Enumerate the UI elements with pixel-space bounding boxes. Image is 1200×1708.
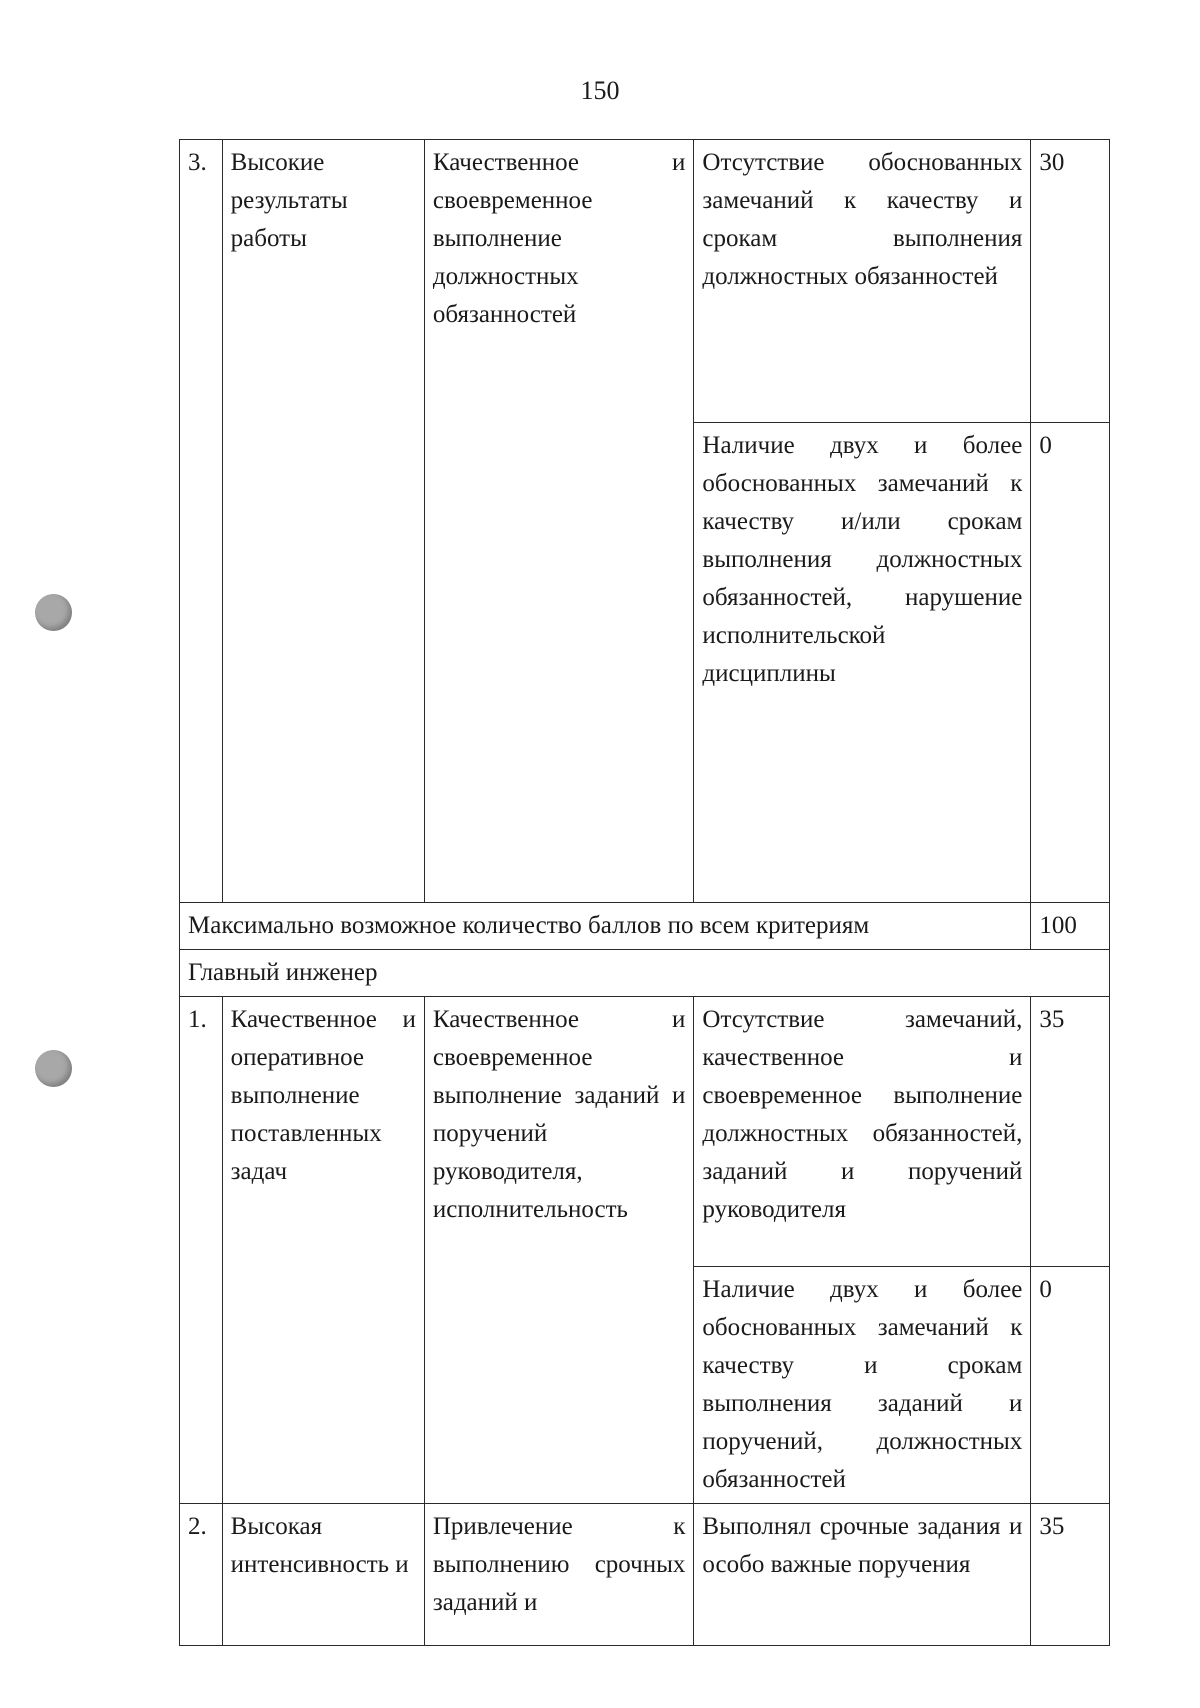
- indicator-description: Качественное и своевременное выполнение должностных обязанностей: [424, 140, 694, 903]
- indicator-description: Качественное и своевременное выполнение заданий и поручений руководителя, исполнительность: [424, 997, 694, 1504]
- indicator-description: Привлечение к выполнению срочных заданий и: [424, 1504, 694, 1646]
- total-points: 100: [1031, 903, 1110, 950]
- indicator-name: Высокая интенсивность и: [222, 1504, 424, 1646]
- total-row: [180, 903, 1110, 950]
- row-number: 2.: [180, 1504, 223, 1646]
- row-number: 1.: [180, 997, 223, 1504]
- indicator-name: Качественное и оперативное выполнение поставленных задач: [222, 997, 424, 1504]
- criterion-text: Выполнял срочные задания и особо важные поручения: [694, 1504, 1031, 1646]
- criterion-points: 0: [1031, 1267, 1110, 1504]
- table-row: [180, 140, 1110, 423]
- criteria-table: [179, 139, 1110, 1646]
- criterion-text: Наличие двух и более обоснованных замечаний к качеству и срокам выполнения заданий и поручений, должностных обязанностей: [694, 1267, 1031, 1504]
- criterion-points: 35: [1031, 1504, 1110, 1646]
- total-label: Максимально возможное количество баллов по всем критериям: [180, 903, 1031, 950]
- criterion-text: Отсутствие обоснованных замечаний к качеству и срокам выполнения должностных обязанностей: [694, 140, 1031, 423]
- criterion-text: Отсутствие замечаний, качественное и своевременное выполнение должностных обязанностей, заданий и поручений руководителя: [694, 997, 1031, 1267]
- indicator-name: Высокие результаты работы: [222, 140, 424, 903]
- row-number: 3.: [180, 140, 223, 903]
- criterion-points: 35: [1031, 997, 1110, 1267]
- punch-hole-icon: [35, 1050, 72, 1087]
- criterion-points: 30: [1031, 140, 1110, 423]
- criterion-text: Наличие двух и более обоснованных замечаний к качеству и/или срокам выполнения должностных обязанностей, нарушение исполнительской дисциплины: [694, 423, 1031, 903]
- page-number: 150: [580, 76, 620, 105]
- table-row: [180, 997, 1110, 1267]
- punch-hole-icon: [35, 594, 72, 631]
- section-title: Главный инженер: [180, 950, 1110, 997]
- criterion-points: 0: [1031, 423, 1110, 903]
- section-title-row: [180, 950, 1110, 997]
- table-row: [180, 1504, 1110, 1646]
